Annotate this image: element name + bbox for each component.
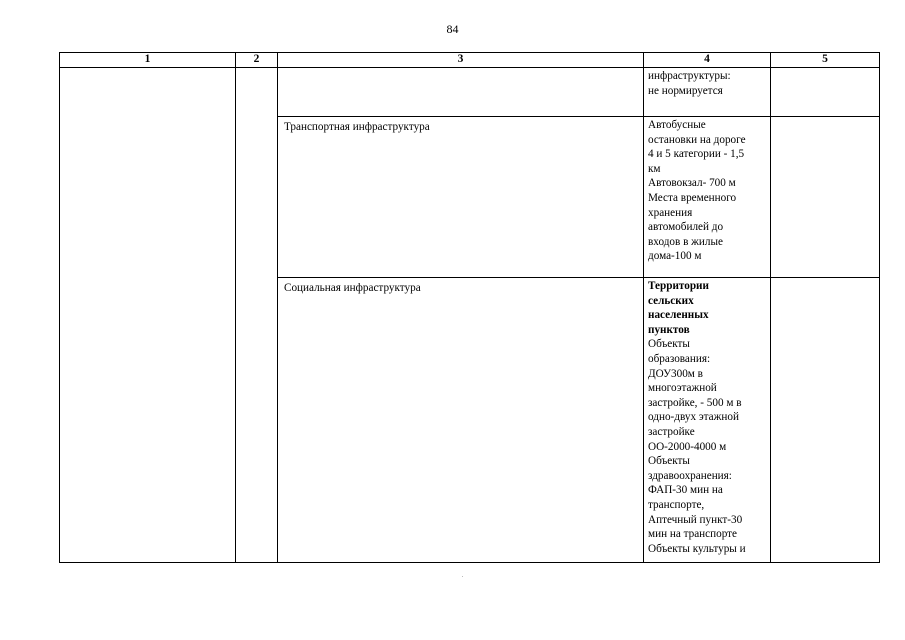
standard-text-line: ДОУ300м в: [648, 367, 703, 380]
column-header-1: 1: [60, 53, 236, 68]
standard-heading-line: населенных: [648, 309, 709, 322]
standard-text-line: застройке, - 500 м в: [648, 396, 742, 409]
table-header-row: [60, 53, 880, 68]
column-5-cell: [771, 68, 880, 117]
standard-text-line: автомобилей до: [648, 221, 724, 234]
standard-text-line: ОО-2000-4000 м: [648, 440, 727, 453]
standard-text-line: Автовокзал- 700 м: [648, 177, 736, 190]
standard-text-line: Аптечный пункт-30: [648, 513, 743, 526]
standard-text-line: одно-двух этажной: [648, 411, 739, 424]
column-header-4: 4: [644, 53, 771, 68]
standard-text-line: здравоохранения:: [648, 469, 732, 482]
infrastructure-type-cell: Транспортная инфраструктура: [278, 117, 644, 278]
standard-cell: [644, 117, 771, 278]
standard-text-line: Автобусные: [648, 119, 706, 131]
standard-heading-line: пунктов: [648, 323, 690, 336]
standard-text-line: инфраструктуры:: [648, 70, 731, 82]
standard-heading-line: Территории: [648, 280, 709, 292]
page-number: 84: [446, 22, 459, 36]
standard-text-line: дома-100 м: [648, 250, 702, 263]
column-header-5: 5: [771, 53, 880, 68]
standard-text-line: хранения: [648, 206, 693, 219]
standard-text-line: остановки на дороге: [648, 133, 746, 146]
standard-text-line: км: [648, 162, 661, 175]
standard-text-line: Объекты: [648, 338, 690, 351]
standard-heading-line: сельских: [648, 294, 694, 307]
column-header-3: 3: [278, 53, 644, 68]
standard-text-line: Объекты: [648, 455, 690, 468]
standard-text-line: транспорте,: [648, 498, 705, 511]
scan-speck: [462, 576, 463, 577]
column-1-cell: [60, 68, 236, 563]
standard-text-line: образования:: [648, 352, 711, 365]
infrastructure-type-cell: Социальная инфраструктура: [278, 278, 644, 563]
standard-cell: [644, 68, 771, 117]
column-5-cell: [771, 117, 880, 278]
standard-text-line: многоэтажной: [648, 382, 717, 395]
regulation-table: [59, 52, 880, 563]
column-5-cell: [771, 278, 880, 563]
standard-text-line: мин на транспорте: [648, 528, 738, 541]
column-2-cell: [236, 68, 278, 563]
standard-text-line: входов в жилые: [648, 235, 723, 248]
standard-cell: [644, 278, 771, 563]
standard-text-line: застройке: [648, 425, 695, 438]
table-row: [60, 68, 880, 117]
infrastructure-type-cell: [278, 68, 644, 117]
column-header-2: 2: [236, 53, 278, 68]
standard-text-line: не нормируется: [648, 84, 723, 97]
standard-text-line: 4 и 5 категории - 1,5: [648, 148, 745, 161]
standard-text-line: Места временного: [648, 191, 737, 204]
standard-text-line: Объекты культуры и: [648, 542, 746, 555]
standard-text-line: ФАП-30 мин на: [648, 484, 723, 497]
